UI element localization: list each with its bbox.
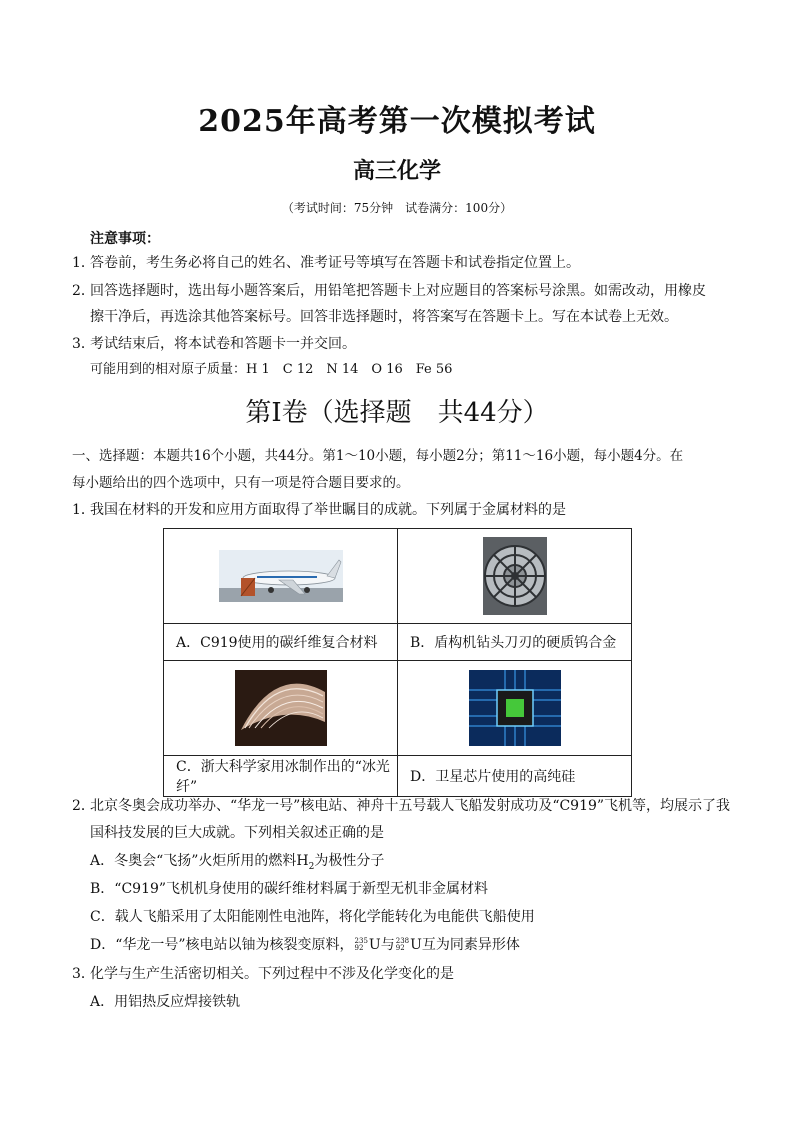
option-b-image-cell (398, 529, 632, 624)
atomic-masses: 可能用到的相对原子质量：H 1 C 12 N 14 O 16 Fe 56 (90, 362, 453, 377)
isotope-notation (396, 938, 409, 952)
exam-info: （考试时间：75分钟 试卷满分：100分） (281, 201, 513, 215)
section-intro-line2: 每小题给出的四个选项中，只有一项是符合题目要求的。 (72, 475, 410, 491)
note-number: 2． (72, 283, 95, 299)
note-number: 1． (72, 255, 95, 271)
question-2-option-a (90, 852, 384, 876)
section-intro-line1: 一、选择题：本题共16个小题，共44分。第1～10小题，每小题2分；第11～16小题，每小题4分。在 (72, 448, 684, 464)
note-text: 回答选择题时，选出每小题答案后，用铅笔把答题卡上对应题目的答案标号涂黑。如需改动，用橡皮 (90, 283, 706, 299)
option-a-label: A．C919使用的碳纤维复合材料 (164, 624, 398, 661)
option-text: D．“华龙一号”核电站以铀为核裂变原料， (90, 937, 354, 953)
option-d-label: D．卫星芯片使用的高纯硅 (398, 756, 632, 797)
atomic-number: 92 (354, 944, 364, 952)
notes-title: 注意事项： (90, 231, 160, 247)
mass-number: 238 (395, 937, 410, 945)
option-a-image-cell (164, 529, 398, 624)
subscript: 2 (308, 861, 315, 872)
note-item-2 (72, 282, 706, 300)
question-2-stem (72, 797, 730, 815)
question-2-option-b: B．“C919”飞机机身使用的碳纤维材料属于新型无机非金属材料 (90, 881, 489, 897)
airplane-image (219, 550, 343, 602)
note-item-1 (72, 254, 580, 272)
question-3-option-a: A．用铝热反应焊接铁轨 (90, 994, 241, 1010)
note-number: 3． (72, 336, 95, 352)
option-text: 为极性分子 (314, 853, 385, 869)
question-text: 北京冬奥会成功举办、“华龙一号”核电站、神舟十五号载人飞船发射成功及“C919”飞机等，均展示了我 (90, 798, 731, 814)
exam-subject: 高三化学 (352, 158, 441, 184)
option-text: A．冬奥会“飞扬”火炬所用的燃料H (90, 853, 309, 869)
note-text: 答卷前，考生务必将自己的姓名、准考证号等填写在答题卡和试卷指定位置上。 (90, 255, 580, 271)
tunnel-boring-machine-image (483, 537, 547, 615)
option-text: U互为同素异形体 (410, 937, 520, 953)
question-3-stem (72, 965, 454, 983)
option-text: U与 (368, 937, 395, 953)
note-item-2-cont: 擦干净后，再选涂其他答案标号。回答非选择题时，将答案写在答题卡上。写在本试卷上无效。 (90, 309, 678, 325)
option-c-image-cell (164, 661, 398, 756)
option-d-image-cell (398, 661, 632, 756)
ice-fiber-image (235, 670, 327, 746)
question-2-option-d (90, 936, 520, 954)
atomic-number: 92 (395, 944, 405, 952)
question-number: 2． (72, 798, 95, 814)
isotope-notation (355, 938, 368, 952)
question-text: 我国在材料的开发和应用方面取得了举世瞩目的成就。下列属于金属材料的是 (90, 502, 566, 518)
option-c-label: C．浙大科学家用冰制作出的“冰光纤” (164, 756, 398, 797)
mass-number: 235 (354, 937, 368, 945)
exam-title: 2025年高考第一次模拟考试 (198, 104, 596, 139)
note-text: 考试结束后，将本试卷和答题卡一并交回。 (90, 336, 356, 352)
question-1-options-table (163, 528, 632, 797)
question-number: 3． (72, 966, 95, 982)
chip-image (469, 670, 561, 746)
option-b-label: B．盾构机钻头刀刃的硬质钨合金 (398, 624, 632, 661)
question-2-option-c: C．载人飞船采用了太阳能刚性电池阵，将化学能转化为电能供飞船使用 (90, 909, 535, 925)
question-text: 化学与生产生活密切相关。下列过程中不涉及化学变化的是 (90, 966, 454, 982)
question-1-stem (72, 501, 566, 519)
note-item-3 (72, 335, 356, 353)
question-2-stem-cont: 国科技发展的巨大成就。下列相关叙述正确的是 (90, 825, 384, 841)
section-heading: 第Ⅰ卷（选择题 共44分） (245, 398, 549, 428)
question-number: 1． (72, 502, 95, 518)
